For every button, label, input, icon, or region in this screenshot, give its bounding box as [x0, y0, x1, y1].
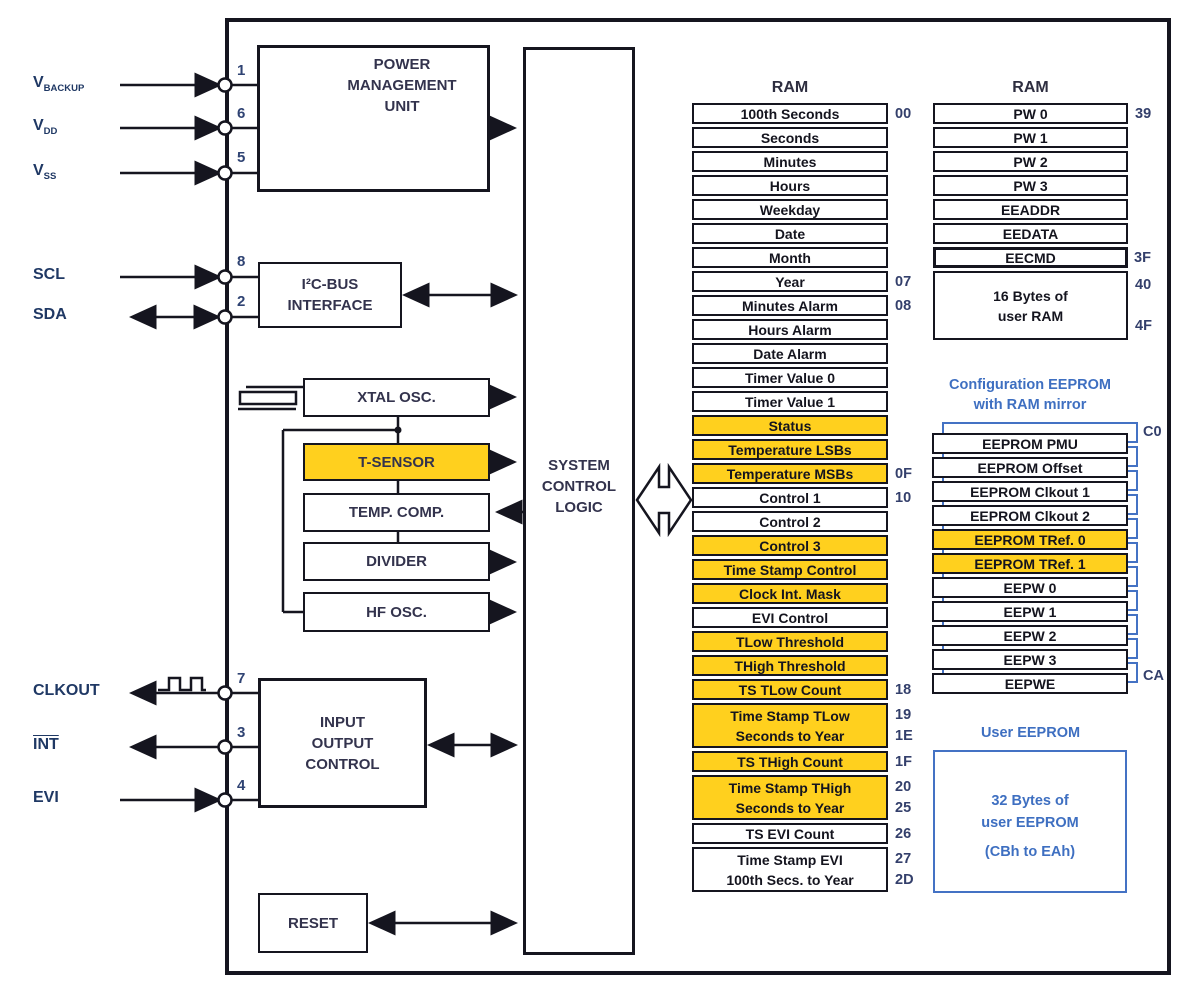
register-row: Weekday	[692, 199, 888, 220]
register-row: EEPW 2	[932, 625, 1128, 646]
register-address: 07	[895, 273, 912, 290]
register-row: EVI Control	[692, 607, 888, 628]
register-row: Date	[692, 223, 888, 244]
register-row: Time Stamp THigh Seconds to Year 20 25	[692, 775, 888, 820]
register-row: EEPROM TRef. 0	[932, 529, 1128, 550]
register-row: Minutes Alarm 08	[692, 295, 888, 316]
ram-clock-register-table	[692, 103, 914, 892]
register-row: 100th Seconds 00	[692, 103, 888, 124]
ram-password-register-table	[933, 103, 1152, 340]
register-address: 20	[895, 779, 912, 796]
register-row: Hours	[692, 175, 888, 196]
bus-double-arrow	[637, 467, 691, 533]
config-addr-bottom: CA	[1143, 668, 1164, 684]
register-row: Time Stamp TLow Seconds to Year 19 1E	[692, 703, 888, 748]
register-row: EEPROM Clkout 2	[932, 505, 1128, 526]
register-row: Clock Int. Mask	[692, 583, 888, 604]
register-row: 16 Bytes of user RAM 40 4F	[933, 271, 1128, 340]
register-address: 2D	[895, 871, 914, 888]
register-row: Timer Value 0	[692, 367, 888, 388]
register-row: Time Stamp EVI 100th Secs. to Year 27 2D	[692, 847, 888, 892]
register-row: TLow Threshold	[692, 631, 888, 652]
pin-number-8: 8	[237, 253, 246, 270]
t-sensor-block: T-SENSOR	[303, 443, 490, 481]
config-eeprom-table	[932, 433, 1128, 694]
register-address: 39	[1135, 105, 1152, 122]
register-row: Date Alarm	[692, 343, 888, 364]
i2c-bus-interface-block: I²C-BUS INTERFACE	[258, 262, 402, 328]
pin-label-int: $\overline{INT}$	[33, 736, 59, 753]
register-row: Control 1 10	[692, 487, 888, 508]
register-row: EEPW 3	[932, 649, 1128, 670]
register-row: Temperature LSBs	[692, 439, 888, 460]
pin-number-6: 6	[237, 105, 246, 122]
power-management-unit-block: POWER MANAGEMENT UNIT	[257, 45, 490, 192]
register-row: TS EVI Count 26	[692, 823, 888, 844]
register-row: EEPROM TRef. 1	[932, 553, 1128, 574]
reset-block: RESET	[258, 893, 368, 953]
register-row: Timer Value 1	[692, 391, 888, 412]
register-row: TS THigh Count 1F	[692, 751, 888, 772]
xtal-osc-block: XTAL OSC.	[303, 378, 490, 417]
pin-number-3: 3	[237, 724, 246, 741]
register-address: 40	[1135, 277, 1152, 293]
register-row: EEPW 1	[932, 601, 1128, 622]
pin-label-scl: SCL	[33, 266, 65, 283]
pin-label-vbackup: $V_{BACKUP}$	[33, 74, 85, 95]
register-row: Control 3	[692, 535, 888, 556]
ram-left-title: RAM	[771, 79, 809, 96]
register-address: 3F	[1134, 249, 1151, 266]
register-row: Control 2	[692, 511, 888, 532]
register-row: Seconds	[692, 127, 888, 148]
register-row: EEPROM Clkout 1	[932, 481, 1128, 502]
register-row: EEPW 0	[932, 577, 1128, 598]
register-address: 27	[895, 851, 912, 868]
temp-comp-block: TEMP. COMP.	[303, 493, 490, 532]
user-eeprom-title: User EEPROM	[980, 725, 1081, 741]
register-address: 08	[895, 297, 912, 314]
input-output-control-block: INPUT OUTPUT CONTROL	[258, 678, 427, 808]
register-address: 00	[895, 105, 912, 122]
pin-number-4: 4	[237, 777, 246, 794]
register-row: EEPROM PMU	[932, 433, 1128, 454]
pin-label-vdd: $V_{DD}$	[33, 117, 58, 138]
pin-number-2: 2	[237, 293, 246, 310]
register-row: TS TLow Count 18	[692, 679, 888, 700]
register-address: 1E	[895, 727, 913, 744]
register-address: 26	[895, 825, 912, 842]
pin-circles	[219, 79, 232, 807]
register-row: Year 07	[692, 271, 888, 292]
register-row: PW 0 39	[933, 103, 1128, 124]
system-control-logic-block: SYSTEM CONTROL LOGIC	[523, 47, 635, 955]
register-row: PW 3	[933, 175, 1128, 196]
register-address: 1F	[895, 753, 912, 770]
register-row: EEPROM Offset	[932, 457, 1128, 478]
register-row: PW 1	[933, 127, 1128, 148]
register-row: PW 2	[933, 151, 1128, 172]
register-row: EEPWE	[932, 673, 1128, 694]
register-address: 10	[895, 489, 912, 506]
register-row: EEADDR	[933, 199, 1128, 220]
pin-label-sda: SDA	[33, 306, 67, 323]
register-row: Temperature MSBs 0F	[692, 463, 888, 484]
clock-waveform-icon	[158, 678, 206, 690]
ram-right-title: RAM	[1012, 79, 1049, 96]
register-address: 19	[895, 707, 912, 724]
pin-label-vss: $V_{SS}$	[33, 162, 57, 183]
register-row: EECMD 3F	[933, 247, 1128, 268]
pin-label-evi: EVI	[33, 789, 59, 806]
register-row: THigh Threshold	[692, 655, 888, 676]
register-row: Time Stamp Control	[692, 559, 888, 580]
register-row: Minutes	[692, 151, 888, 172]
register-row: EEDATA	[933, 223, 1128, 244]
register-address: 25	[895, 799, 912, 816]
register-address: 0F	[895, 465, 912, 482]
config-eeprom-title: Configuration EEPROM with RAM mirror	[949, 377, 1111, 413]
register-address: 4F	[1135, 318, 1152, 334]
pin-number-1: 1	[237, 62, 246, 79]
hf-osc-block: HF OSC.	[303, 592, 490, 632]
crystal-icon	[238, 387, 303, 409]
register-row: Month	[692, 247, 888, 268]
divider-block: DIVIDER	[303, 542, 490, 581]
pin-label-clkout: CLKOUT	[33, 682, 100, 699]
config-addr-top: C0	[1143, 424, 1162, 440]
register-row: Hours Alarm	[692, 319, 888, 340]
pin-number-5: 5	[237, 149, 246, 166]
user-eeprom-box: 32 Bytes of user EEPROM (CBh to EAh)	[933, 750, 1127, 893]
register-address: 18	[895, 681, 912, 698]
register-row: Status	[692, 415, 888, 436]
pin-number-7: 7	[237, 670, 246, 687]
